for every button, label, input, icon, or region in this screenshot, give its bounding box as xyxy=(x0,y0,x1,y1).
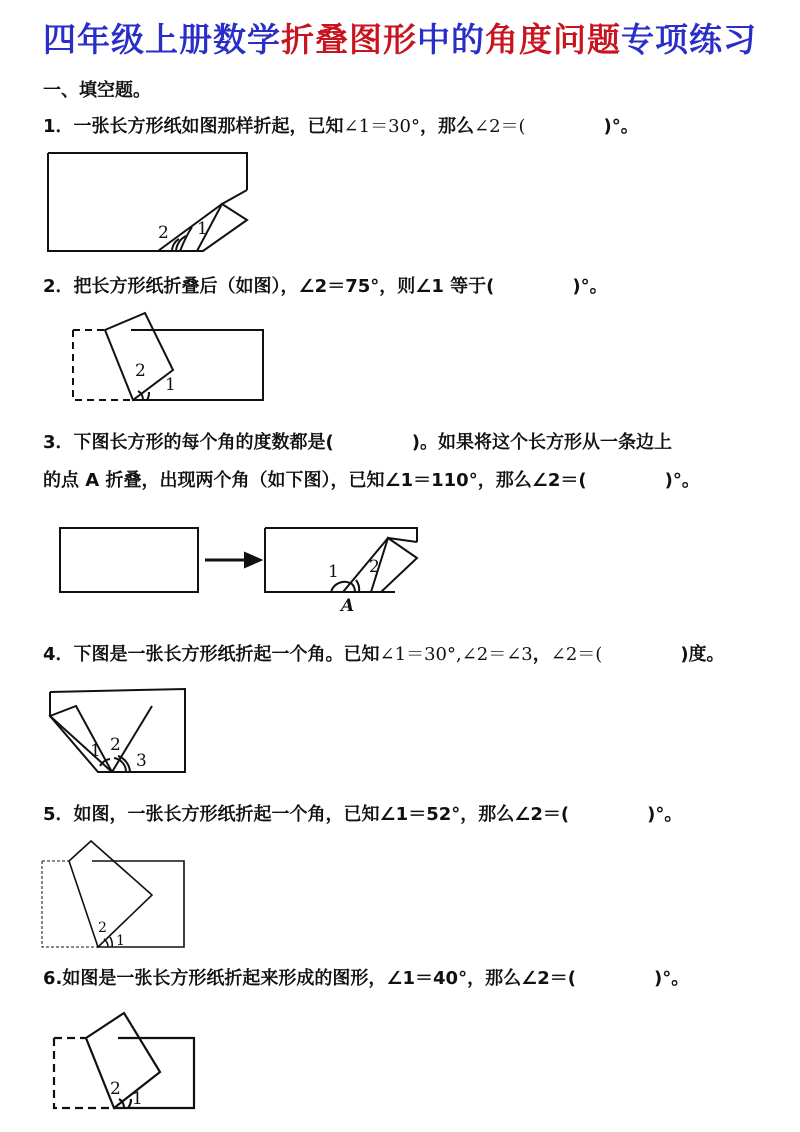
q3-label-2: 2 xyxy=(369,557,380,577)
q4-given: ∠1＝30°,∠2＝∠3 xyxy=(379,644,533,665)
section-heading: 一、填空题。 xyxy=(43,80,151,101)
title-part-4: 角度问题 xyxy=(485,20,621,59)
q3-number: 3． xyxy=(43,432,74,453)
q6-label-1: 1 xyxy=(132,1089,143,1109)
title-part-2: 折叠图形 xyxy=(281,20,417,59)
question-3-line-1 xyxy=(43,428,672,454)
figure-6 xyxy=(46,1008,201,1126)
q5-number: 5． xyxy=(43,804,74,825)
question-6 xyxy=(43,964,689,990)
question-1 xyxy=(43,112,639,138)
q3-point-a: A xyxy=(341,596,355,616)
q2-label-1: 1 xyxy=(165,375,176,395)
q1-ask: ∠2＝( xyxy=(473,116,526,137)
q4-label-3: 3 xyxy=(136,751,147,771)
question-3-line-2 xyxy=(43,466,700,492)
q3-line1-b: )。如果将这个长方形从一条边上 xyxy=(411,432,672,453)
q6-number: 6. xyxy=(43,968,63,989)
q5-label-2: 2 xyxy=(98,920,107,936)
q1-given: ∠1＝30° xyxy=(343,116,420,137)
q4-label-2: 2 xyxy=(110,735,121,755)
title-part-3: 中的 xyxy=(417,20,485,59)
q4-text-before: 下图是一张长方形纸折起一个角。已知 xyxy=(73,644,380,665)
q6-end: )°。 xyxy=(653,968,690,989)
question-4 xyxy=(43,640,725,666)
q3-line1-a: 下图长方形的每个角的度数都是( xyxy=(73,432,334,453)
question-5 xyxy=(43,800,682,826)
q5-label-1: 1 xyxy=(116,933,125,949)
q2-end: )°。 xyxy=(572,276,608,297)
figure-1 xyxy=(40,148,255,258)
figure-5 xyxy=(36,835,191,955)
q6-text: 如图是一张长方形纸折起来形成的图形，∠1＝40°，那么∠2＝( xyxy=(62,968,576,989)
q4-end: )度。 xyxy=(680,644,725,665)
q3-line2-b: )°。 xyxy=(664,470,700,491)
q4-ask: ∠2＝( xyxy=(550,644,603,665)
q6-label-2: 2 xyxy=(110,1079,121,1099)
q2-number: 2． xyxy=(43,276,74,297)
q1-text-before: 一张长方形纸如图那样折起，已知 xyxy=(73,116,344,137)
q2-label-2: 2 xyxy=(135,361,146,381)
q1-number: 1． xyxy=(43,116,74,137)
q4-text-mid: ， xyxy=(532,644,551,665)
figure-2 xyxy=(65,308,270,408)
q5-text: 如图，一张长方形纸折起一个角，已知∠1＝52°，那么∠2＝( xyxy=(73,804,570,825)
figure-3 xyxy=(55,520,425,620)
q4-label-1: 1 xyxy=(90,741,101,761)
question-2 xyxy=(43,272,608,298)
title-part-5: 专项练习 xyxy=(621,20,757,59)
q4-number: 4． xyxy=(43,644,74,665)
q2-text: 把长方形纸折叠后（如图），∠2＝75°，则∠1 等于( xyxy=(73,276,495,297)
q3-plain-rectangle xyxy=(60,528,198,592)
q1-label-2: 2 xyxy=(158,223,169,243)
figure-4 xyxy=(40,684,190,779)
q1-end: )°。 xyxy=(603,116,639,137)
q3-line2-a: 的点 A 折叠，出现两个角（如下图），已知∠1＝110°，那么∠2＝( xyxy=(43,470,587,491)
q1-text-mid: ，那么 xyxy=(419,116,474,137)
q5-end: )°。 xyxy=(647,804,683,825)
q1-label-1: 1 xyxy=(197,219,208,239)
q3-label-1: 1 xyxy=(328,562,339,582)
page-title xyxy=(0,14,800,61)
title-part-1: 四年级上册数学 xyxy=(43,20,281,59)
